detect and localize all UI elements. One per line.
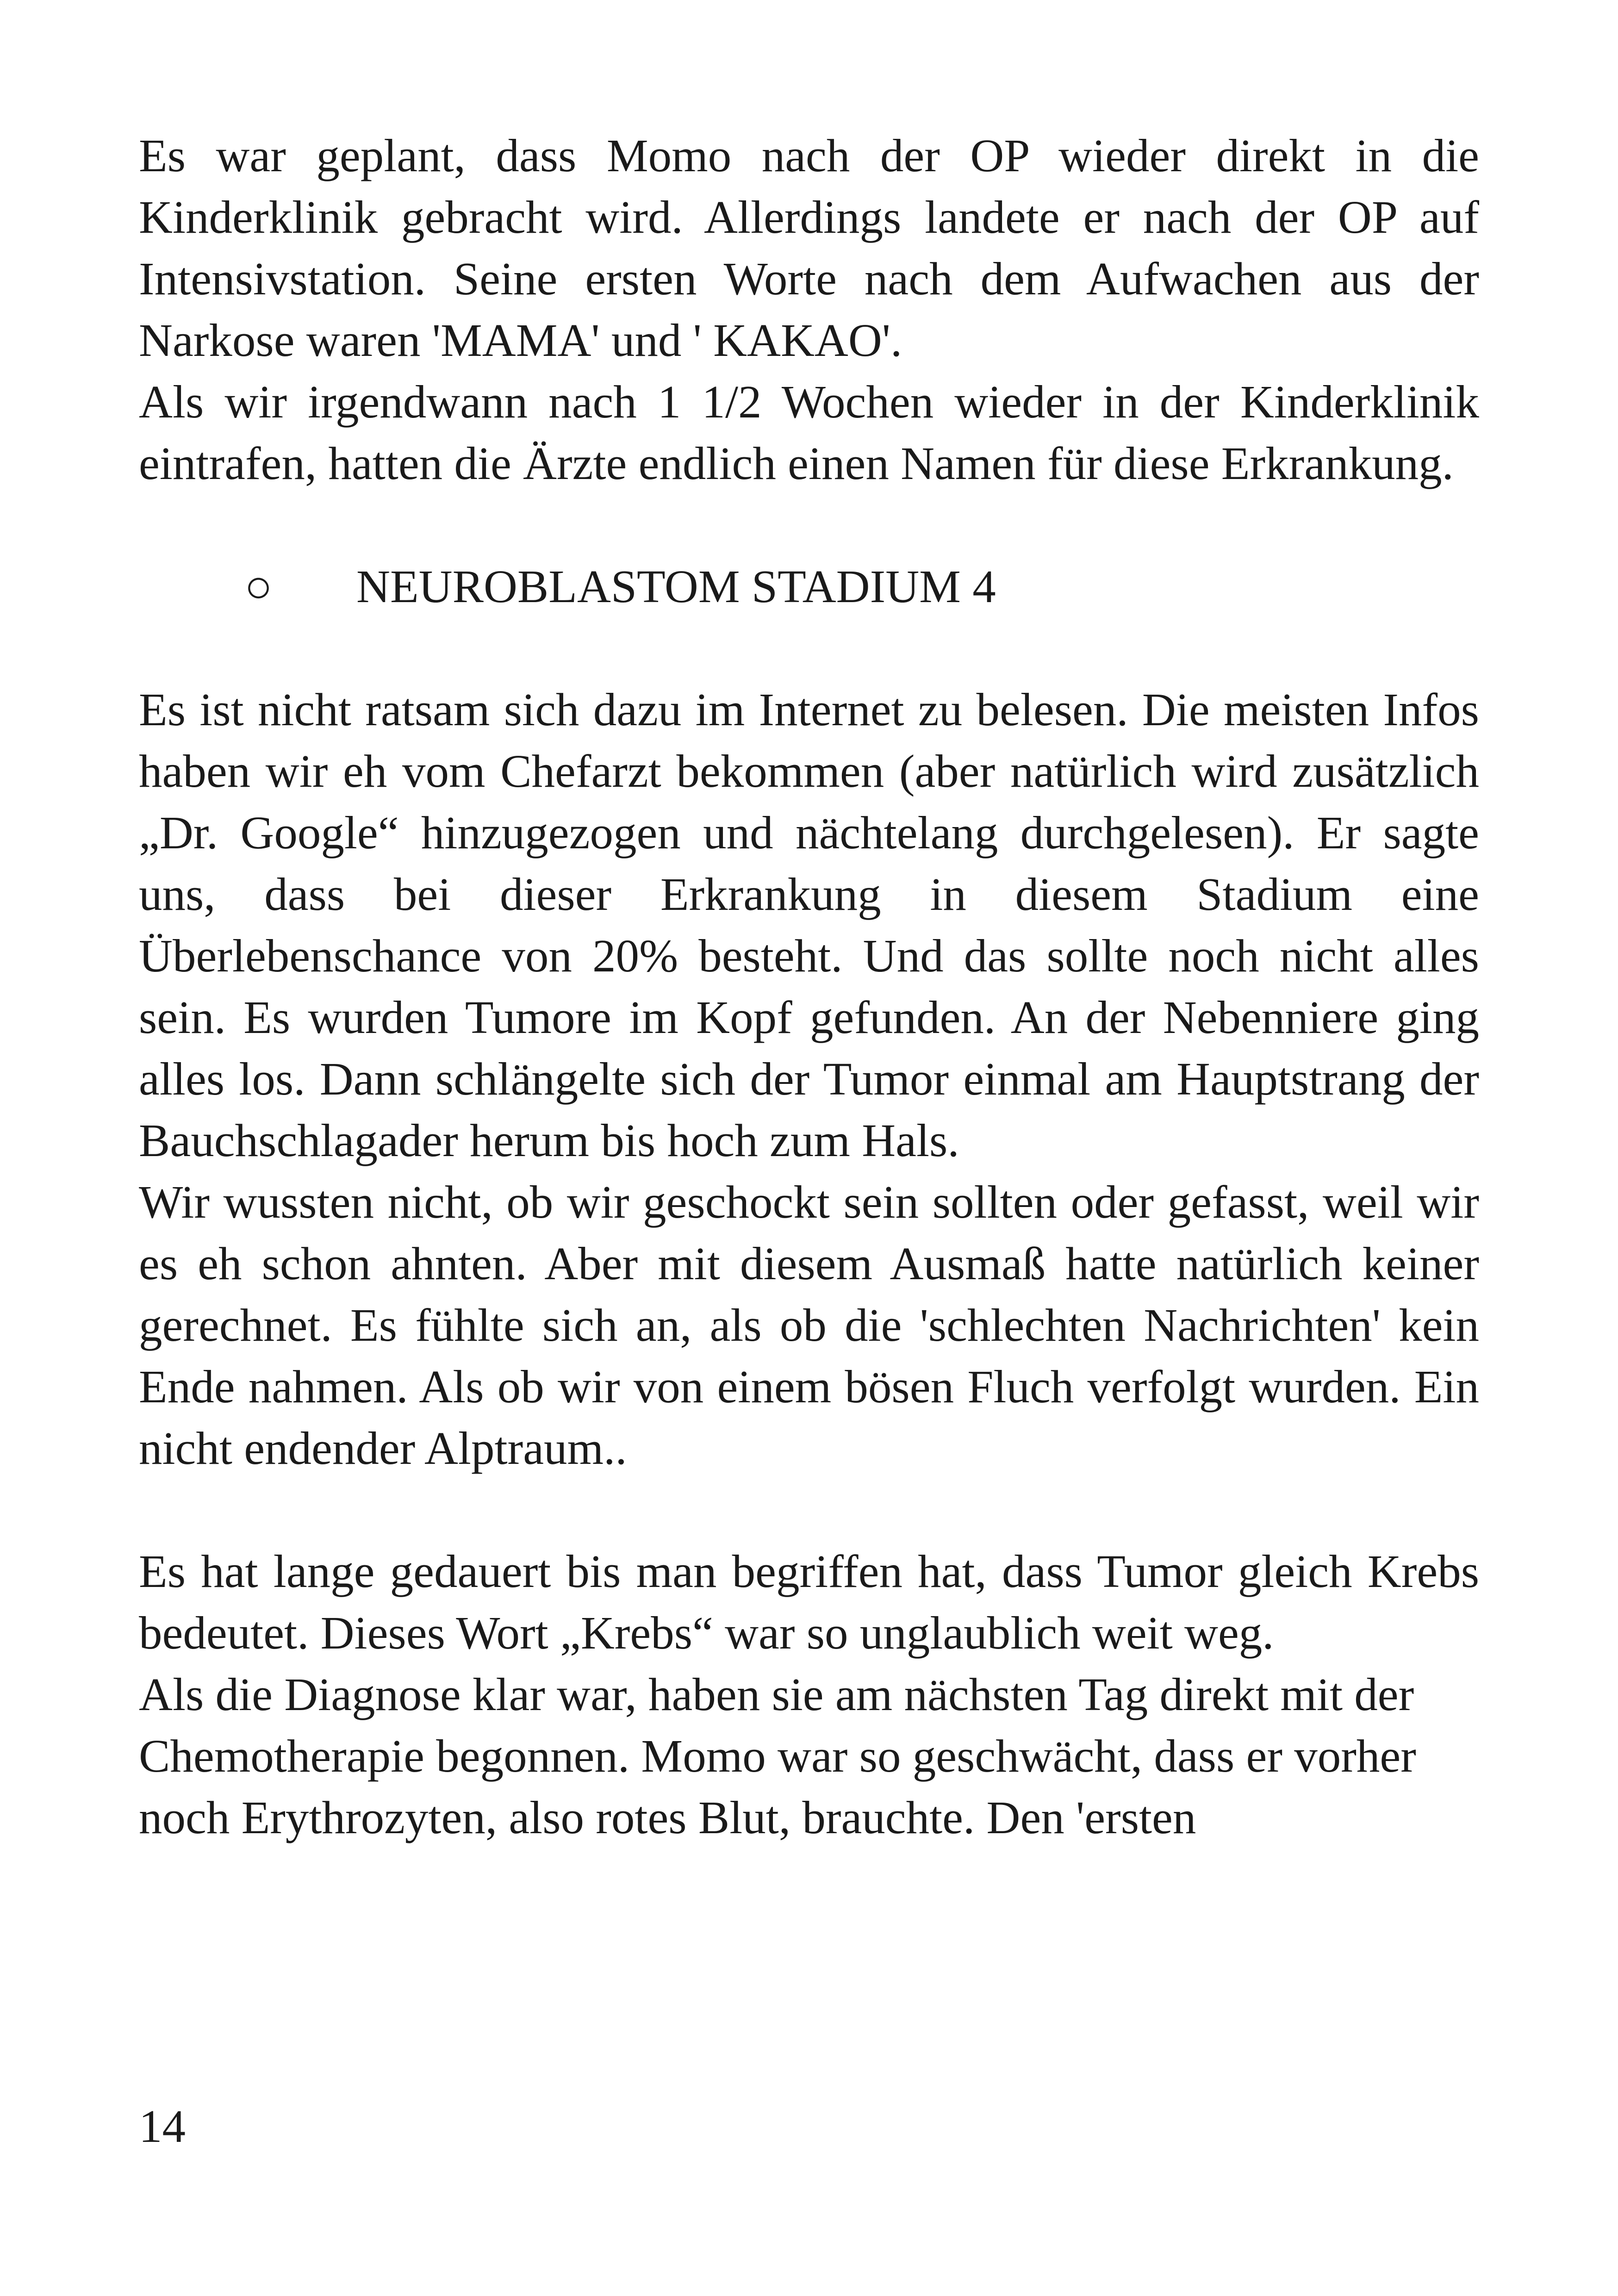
circle-bullet-icon: ○	[244, 560, 273, 612]
paragraph-op-narkose: Es war geplant, dass Momo nach der OP wieder direkt in die Kinderklinik gebracht wird. Allerdings landete er nach der OP auf Intensivstation. Seine ersten Worte nach dem Aufwachen aus der Narkose waren 'MAMA' und ' KAKAO'.	[139, 130, 1479, 366]
spacer	[139, 494, 1479, 556]
diagnosis-label: NEUROBLASTOM STADIUM 4	[356, 560, 996, 612]
paragraph-chemotherapie: Als die Diagnose klar war, haben sie am nächsten Tag direkt mit der Chemotherapie begonnen. Momo war so geschwächt, dass er vorher noch Erythrozyten, also rotes Blut, brauchte. Den 'ersten	[139, 1668, 1416, 1843]
page-body	[139, 125, 1479, 1848]
spacer	[139, 617, 1479, 679]
bullet-item-diagnosis	[139, 556, 1479, 617]
paragraph-diagnose-name: Als wir irgendwann nach 1 1/2 Wochen wieder in der Kinderklinik eintrafen, hatten die Ärzte endlich einen Namen für diese Erkrankung.	[139, 376, 1479, 489]
spacer	[139, 1479, 1479, 1541]
paragraph-krebs: Es hat lange gedauert bis man begriffen hat, dass Tumor gleich Krebs bedeutet. Dieses Wort „Krebs“ war so unglaublich weit weg.	[139, 1545, 1479, 1659]
page-number: 14	[139, 2100, 186, 2152]
paragraph-geschockt: Wir wussten nicht, ob wir geschockt sein sollten oder gefasst, weil wir es eh schon ahnten. Aber mit diesem Ausmaß hatte natürlich keiner gerechnet. Es fühlte sich an, als ob die 'schlechten Nachrichten' kein Ende nahmen. Als ob wir von einem bösen Fluch verfolgt wurden. Ein nicht endender Alptraum..	[139, 1176, 1479, 1474]
paragraph-chefarzt-info: Es ist nicht ratsam sich dazu im Internet zu belesen. Die meisten Infos haben wir eh vom Chefarzt bekommen (aber natürlich wird zusätzlich „Dr. Google“ hinzugezogen und nächtelang durchgelesen). Er sagte uns, dass bei dieser Erkrankung in diesem Stadium eine Überlebenschance von 20% besteht. Und das sollte noch nicht alles sein. Es wurden Tumore im Kopf gefunden. An der Nebenniere ging alles los. Dann schlängelte sich der Tumor einmal am Hauptstrang der Bauchschlagader herum bis hoch zum Hals.	[139, 684, 1479, 1166]
